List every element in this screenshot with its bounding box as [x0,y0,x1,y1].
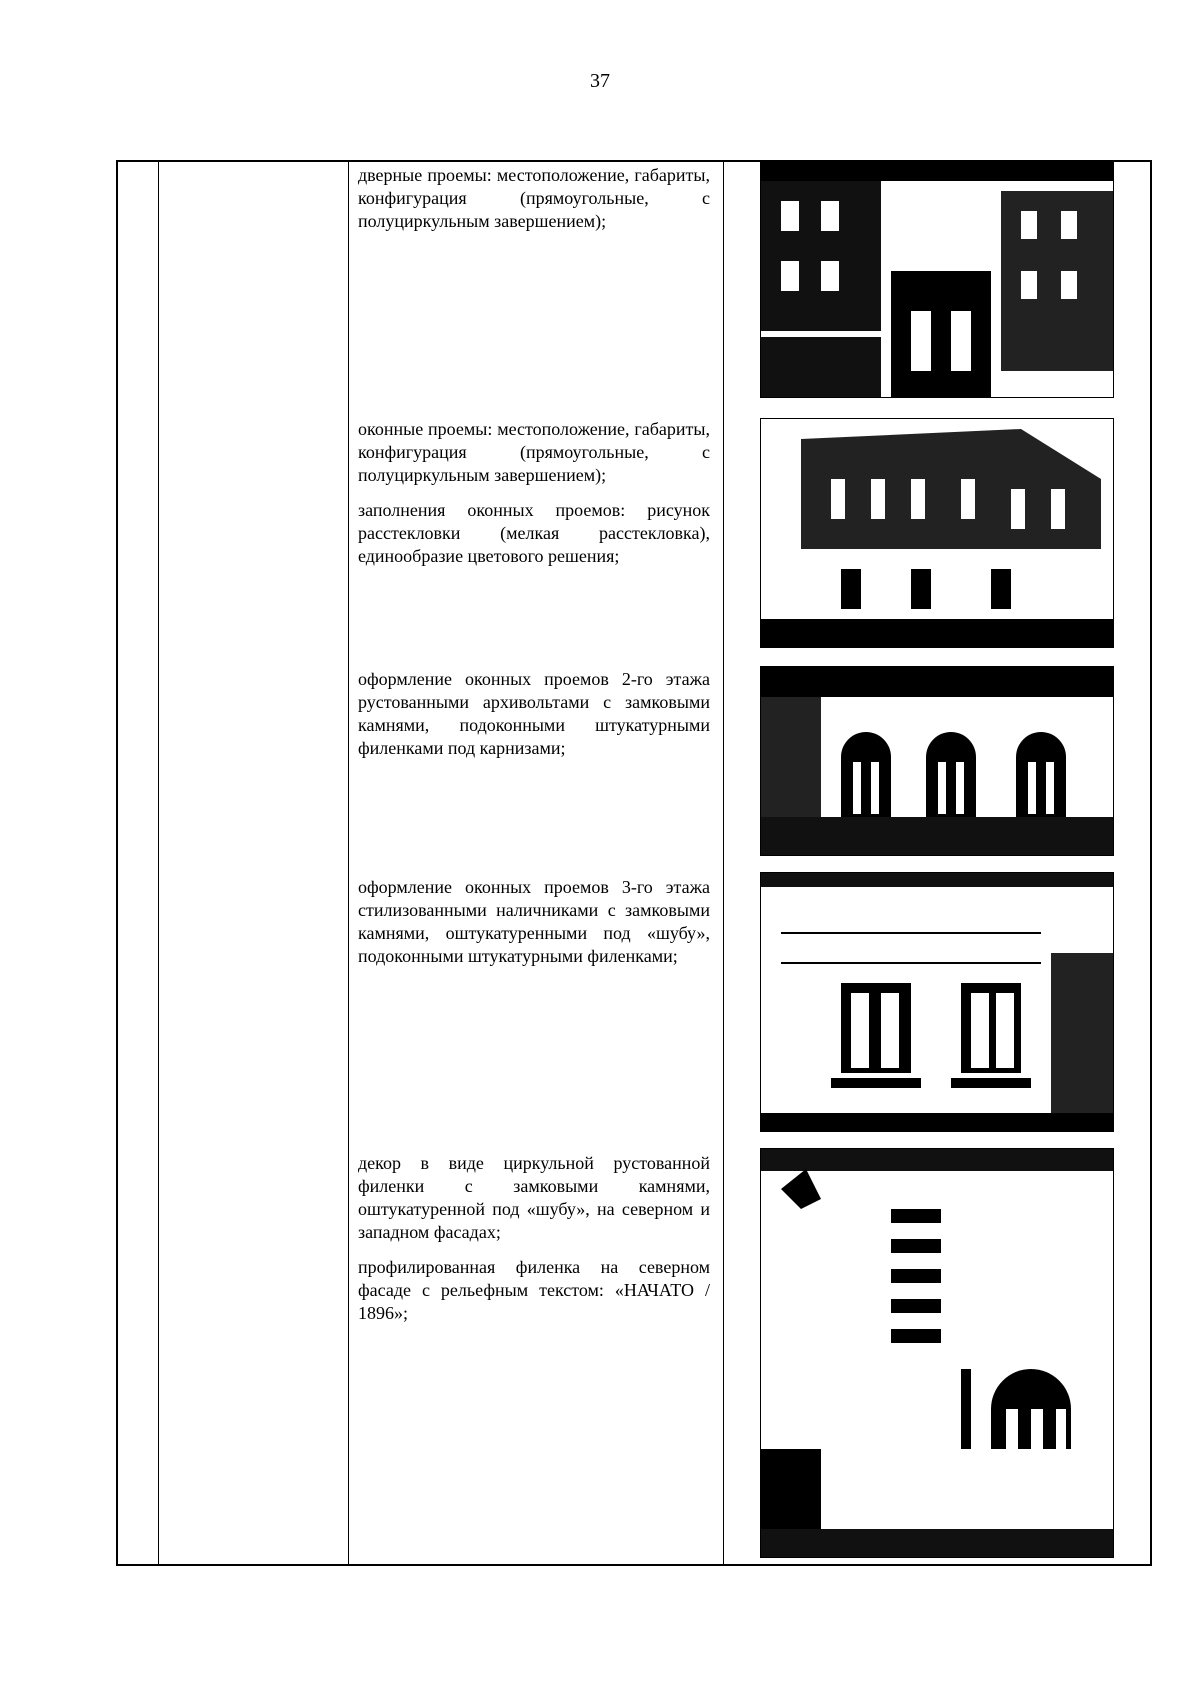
rusticated-panel-photo [760,1148,1114,1558]
building-facade-doorway-photo [760,160,1114,398]
third-floor-windows-photo [760,872,1114,1132]
row-3-text [358,668,710,772]
column-divider [723,162,724,1564]
column-divider [348,162,349,1564]
paragraph: декор в виде циркульной рустованной филенки с замковыми камнями, оштукатуренной под «шубу», на северном и западном фасадах; [358,1153,710,1242]
paragraph: оформление оконных проемов 2-го этажа рустованными архивольтами с замковыми камнями, подоконными штукатурными филенками под карнизами; [358,669,710,758]
paragraph: дверные проемы: местоположение, габариты, конфигурация (прямоугольные, с полуциркульным завершением); [358,165,710,231]
arched-windows-photo [760,666,1114,856]
building-corner-photo [760,418,1114,648]
paragraph: оформление оконных проемов 3-го этажа стилизованными наличниками с замковыми камнями, оштукатуренными под «шубу», подоконными штукатурными филенками; [358,877,710,966]
row-1-text [358,164,710,245]
paragraph: заполнения оконных проемов: рисунок расстекловки (мелкая расстекловка), единообразие цветового решения; [358,500,710,566]
row-2-text [358,418,710,580]
row-4-text [358,876,710,980]
row-5-text [358,1152,710,1337]
column-divider [158,162,159,1564]
page-number: 37 [590,70,610,92]
paragraph: профилированная филенка на северном фасаде с рельефным текстом: «НАЧАТО / 1896»; [358,1257,710,1323]
paragraph: оконные проемы: местоположение, габариты, конфигурация (прямоугольные, с полуциркульным завершением); [358,419,710,485]
